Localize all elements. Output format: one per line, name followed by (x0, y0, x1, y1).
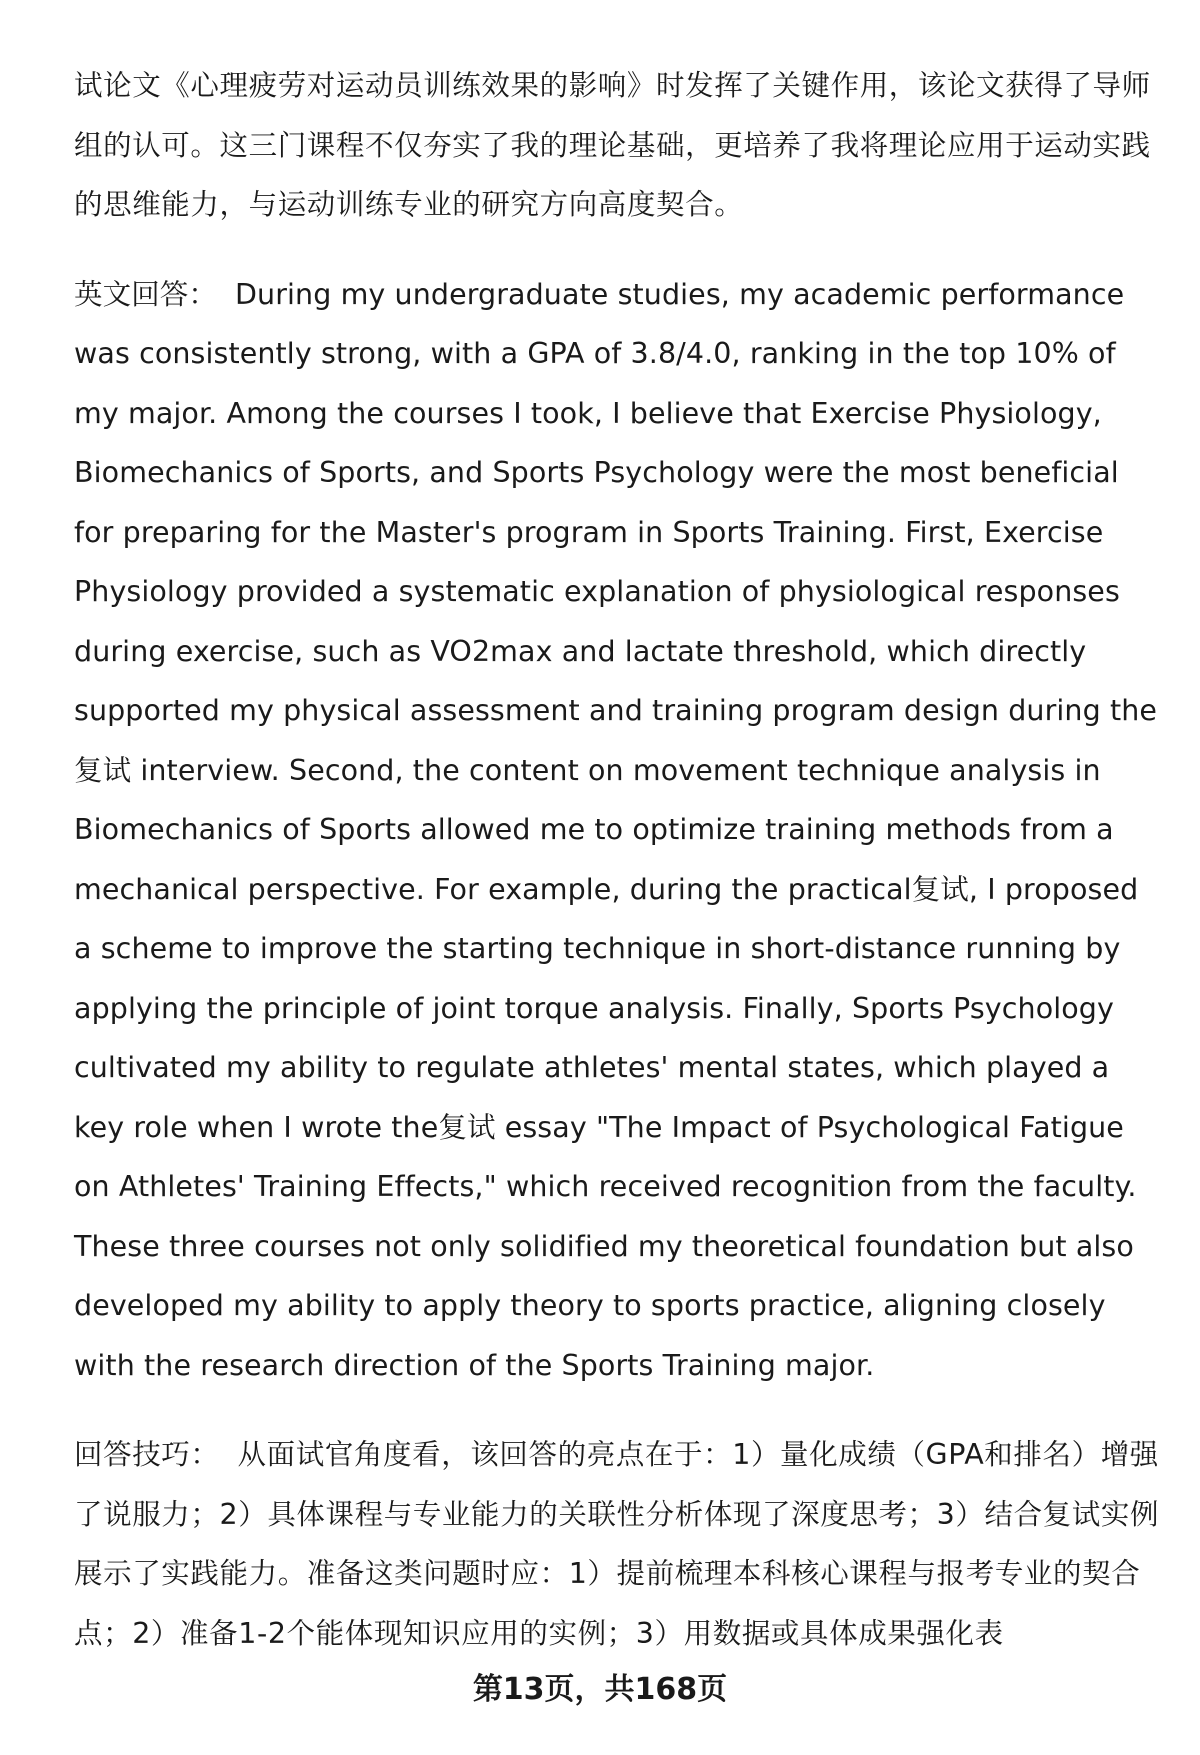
paragraph-answer-tips (74, 1425, 1162, 1663)
document-body (74, 56, 1162, 1663)
answer-tips-label: 回答技巧： (74, 1438, 220, 1471)
english-answer-label: 英文回答： (74, 277, 218, 311)
paragraph-gap (74, 235, 1162, 265)
paragraph-english-answer (74, 265, 1162, 1396)
paragraph-chinese-continuation: 试论文《心理疲劳对运动员训练效果的影响》时发挥了关键作用，该论文获得了导师组的认可。这三门课程不仅夯实了我的理论基础，更培养了我将理论应用于运动实践的思维能力，与运动训练专业的研究方向高度契合。 (74, 69, 1151, 221)
answer-tips-text: 从面试官角度看，该回答的亮点在于：1）量化成绩（GPA和排名）增强了说服力；2）具体课程与专业能力的关联性分析体现了深度思考；3）结合复试实例展示了实践能力。准备这类问题时应：1）提前梳理本科核心课程与报考专业的契合点；2）准备1-2个能体现知识应用的实例；3）用数据或具体成果强化表 (74, 1438, 1160, 1650)
paragraph-gap (74, 1395, 1162, 1425)
english-answer-text: During my undergraduate studies, my academic performance was consistently strong, with a GPA of 3.8/4.0, ranking in the top 10% of my major. Among the courses I took, I believe that Exercise Physiology, Biomechanics of Sports, and Sports Psychology were the most beneficial for preparing for the Master's program in Sports Training. First, Exercise Physiology provided a systematic explanation of physiological responses during exercise, such as VO2max and lactate threshold, which directly supported my physical assessment and training program design during the 复试 interview. Second, the content on movement technique analysis in Biomechanics of Sports allowed me to optimize training methods from a mechanical perspective. For example, during the practical复试, I proposed a scheme to improve the starting technique in short-distance running by applying the principle of joint torque analysis. Finally, Sports Psychology cultivated my ability to regulate athletes' mental states, which played a key role when I wrote the复试 essay "The Impact of Psychological Fatigue on Athletes' Training Effects," which received recognition from the faculty. These three courses not only solidified my theoretical foundation but also developed my ability to apply theory to sports practice, aligning closely with the research direction of the Sports Training major. (74, 277, 1158, 1382)
page-number: 第13页，共168页 (472, 1672, 728, 1707)
